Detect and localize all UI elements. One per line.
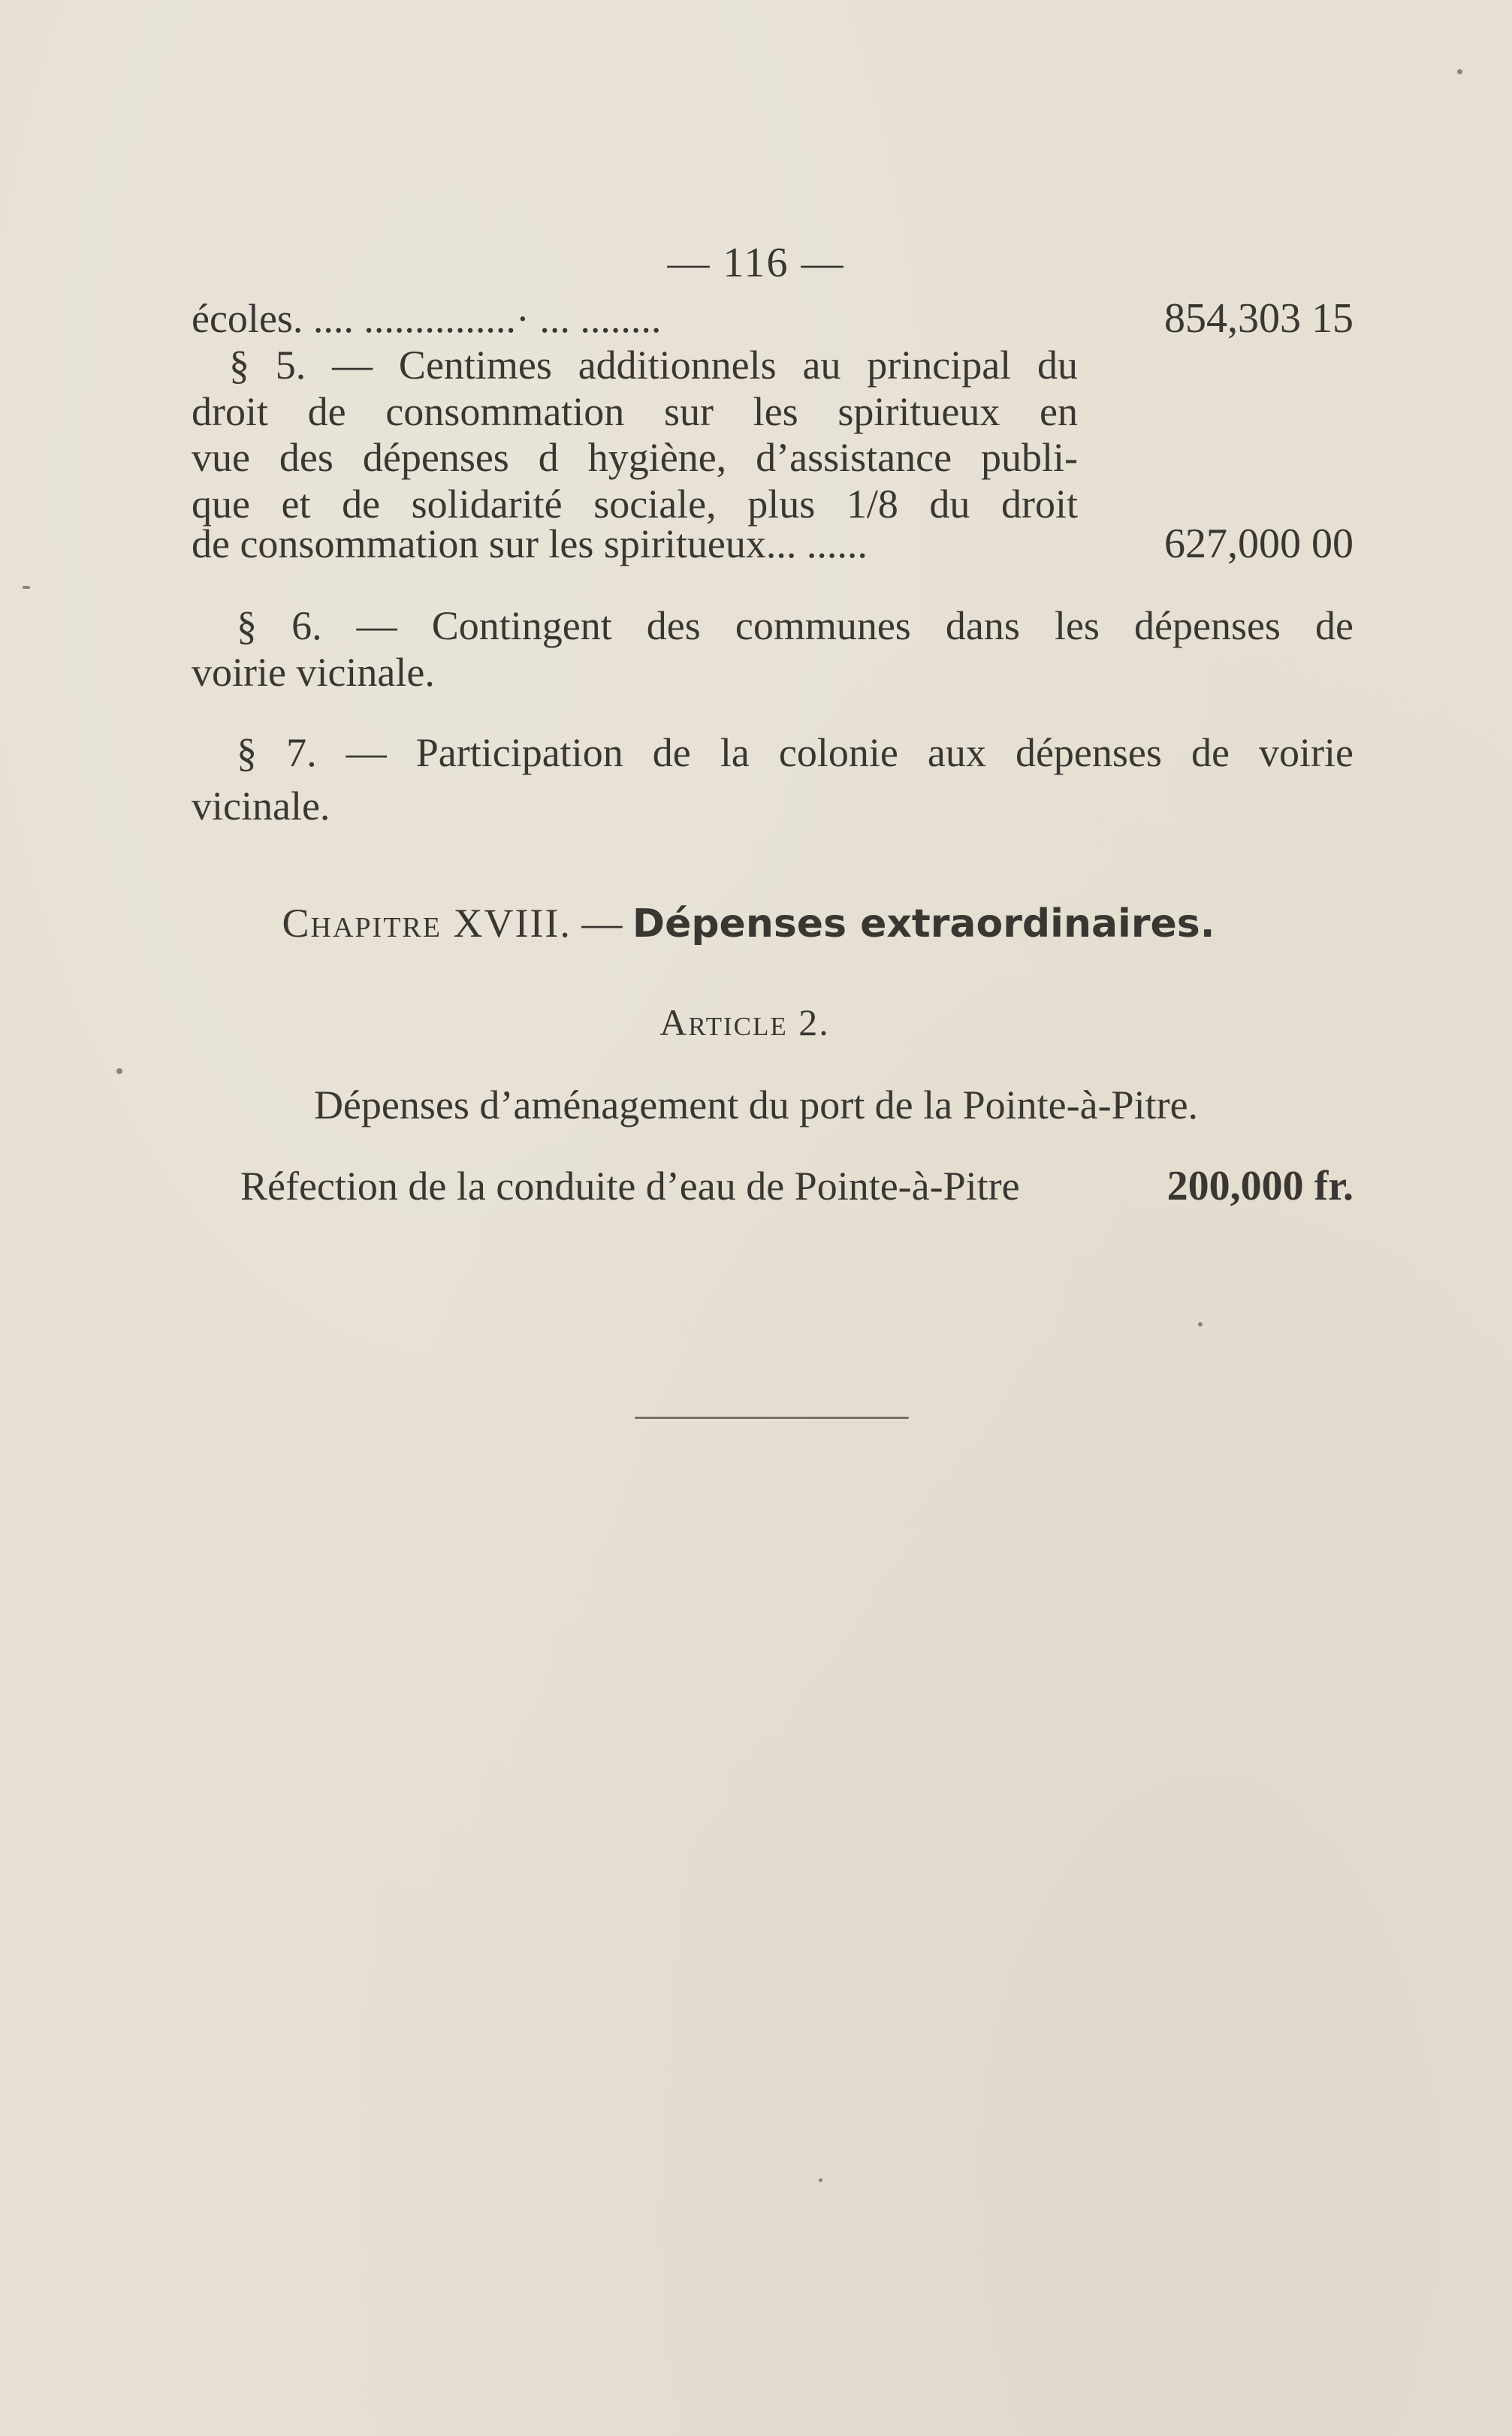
speck [1198, 1322, 1203, 1327]
article-heading: Article 2. [659, 1001, 830, 1043]
entry-s7-line-1: § 7. — Participation de la colonie aux dépenses de voirie [237, 730, 1354, 775]
chapter-title: Dépenses extraordinaires. [632, 901, 1215, 946]
chapter-dash: — [581, 901, 623, 946]
page: — 116 — écoles. .... ...............· ... ........ 854,303 15 § 5. — Centimes additionnels au principal du droit de consommation sur les spiritueux en vue des dépenses d hygiène, d’assistance publi- que et de solidarité sociale, plus 1/8 du droit de consommation sur les spiritueux... ...... 627,000 00 § 6. — Contingent des communes dans les dépenses de voirie vicinale. § 7. — Participation de la colonie aux dépenses de voirie vicinale. Chapitre XVIII. — Dépenses extraordinaires. Article 2. Dépenses d’aménagement du port de la Pointe-à-Pitre. Réfection de la conduite d’eau de Pointe-à-Pitre 200,000 fr. [0, 0, 1512, 2436]
entry-s5-amount: 627,000 00 [1164, 521, 1354, 567]
speck [116, 1068, 122, 1074]
closing-rule [635, 1417, 909, 1419]
entry-refection-amount: 200,000 fr. [1166, 1163, 1354, 1209]
speck [819, 2178, 822, 2182]
page-number: — 116 — [667, 240, 845, 286]
entry-ecoles-label: écoles. .... ...............· ... ........ [192, 296, 662, 341]
entry-refection-label: Réfection de la conduite d’eau de Pointe-à-Pitre [240, 1164, 1020, 1209]
chapter-label: Chapitre XVIII. [282, 901, 572, 946]
speck [1457, 69, 1462, 74]
chapter-heading [0, 900, 1504, 947]
speck [23, 586, 30, 589]
entry-ecoles-amount: 854,303 15 [1164, 295, 1354, 342]
entry-s6-line-1: § 6. — Contingent des communes dans les dépenses de [237, 603, 1354, 648]
port-heading: Dépenses d’aménagement du port de la Pointe-à-Pitre. [313, 1082, 1199, 1127]
